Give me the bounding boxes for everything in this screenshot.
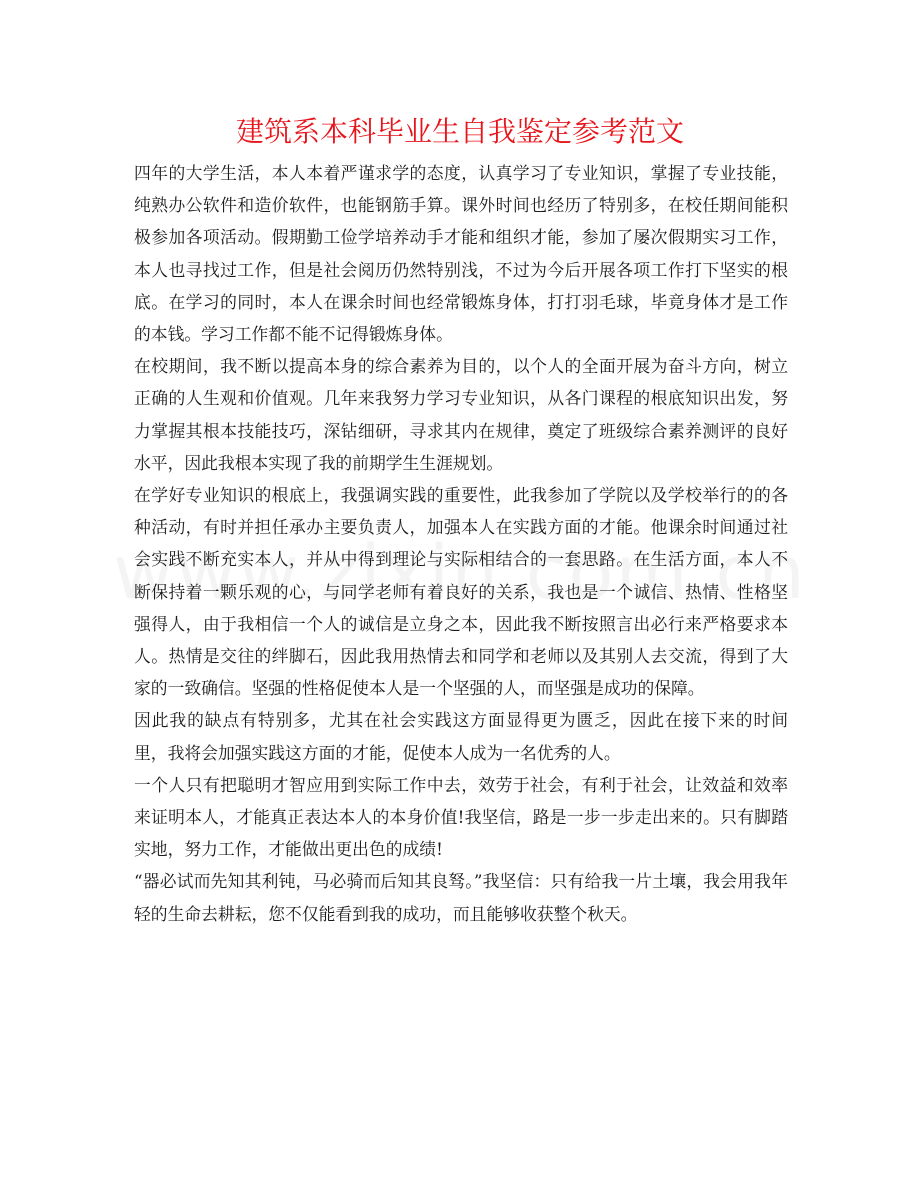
document-body: [134, 157, 788, 930]
paragraph-5: 一个人只有把聪明才智应用到实际工作中去，效劳于社会，有利于社会，让效益和效率来证明本人，才能真正表达本人的本身价值!我坚信，路是一步一步走出来的。只有脚踏实地，努力工作，才能做出更出色的成绩!: [134, 774, 788, 860]
document-title: 建筑系本科毕业生自我鉴定参考范文: [235, 115, 684, 148]
paragraph-1: 四年的大学生活，本人本着严谨求学的态度，认真学习了专业知识，掌握了专业技能，纯熟办公软件和造价软件，也能钢筋手算。课外时间也经历了特别多，在校任期间能积极参加各项活动。假期勤工俭学培养动手才能和组织才能，参加了屡次假期实习工作，本人也寻找过工作，但是社会阅历仍然特别浅，不过为今后开展各项工作打下坚实的根底。在学习的同时，本人在课余时间也经常锻炼身体，打打羽毛球，毕竟身体才是工作的本钱。学习工作都不能不记得锻炼身体。: [134, 163, 788, 345]
paragraph-3: 在学好专业知识的根底上，我强调实践的重要性，此我参加了学院以及学校举行的的各种活动，有时并担任承办主要负责人，加强本人在实践方面的才能。他课余时间通过社会实践不断充实本人，并从中得到理论与实际相结合的一套思路。在生活方面，本人不断保持着一颗乐观的心，与同学老师有着良好的关系，我也是一个诚信、热情、性格坚强得人，由于我相信一个人的诚信是立身之本，因此我不断按照言出必行来严格要求本人。热情是交往的绊脚石，因此我用热情去和同学和老师以及其别人去交流，得到了大家的一致确信。坚强的性格促使本人是一个坚强的人，而坚强是成功的保障。: [134, 485, 788, 699]
paragraph-4: 因此我的缺点有特别多，尤其在社会实践这方面显得更为匮乏，因此在接下来的时间里，我将会加强实践这方面的才能，促使本人成为一名优秀的人。: [134, 710, 788, 763]
paragraph-6: “器必试而先知其利钝，马必骑而后知其良驽。”我坚信：只有给我一片土壤，我会用我年轻的生命去耕耘，您不仅能看到我的成功，而且能够收获整个秋天。: [134, 871, 788, 924]
paragraph-2: 在校期间，我不断以提高本身的综合素养为目的，以个人的全面开展为奋斗方向，树立正确的人生观和价值观。几年来我努力学习专业知识，从各门课程的根底知识出发，努力掌握其根本技能技巧，深钻细研，寻求其内在规律，奠定了班级综合素养测评的良好水平，因此我根本实现了我的前期学生生涯规划。: [134, 356, 788, 473]
